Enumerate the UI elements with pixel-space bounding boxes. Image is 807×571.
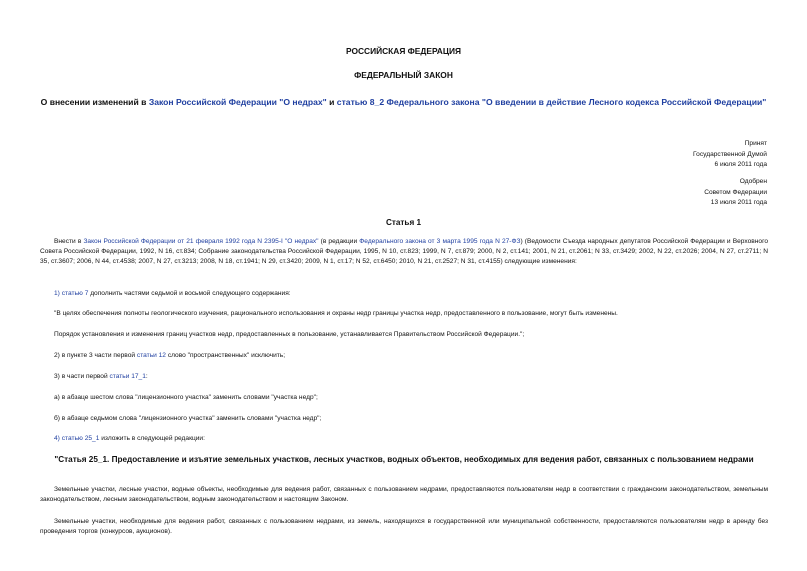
item-2-prefix: 2) в пункте 3 части первой: [54, 352, 137, 359]
quote-paragraph-2: Порядок установления и изменения границ участков недр, предоставленных в пользование, устанавливается Правительством Российской Федерации.";: [54, 331, 525, 338]
item-3b: б) в абзаце седьмом слова "лицензионного участка" заменить словами "участка недр";: [54, 415, 322, 422]
adoption-block: [693, 139, 767, 171]
article-1-heading: Статья 1: [385, 218, 422, 227]
item-1-link-article-7[interactable]: статью 7: [61, 290, 89, 297]
article-25-1-paragraph-1: Земельные участки, лесные участки, водные объекты, необходимые для ведения работ, связанных с пользованием недрами, предоставляются пользователям недр в соответствии с гражданским законодательством, земельным законодательством, лесным законодательством, водным законодательством и настоящим Законом.: [40, 486, 768, 503]
intro-prefix: Внести в: [54, 238, 84, 245]
title-mid: и: [326, 97, 337, 107]
law-title: [40, 97, 767, 108]
intro-rest: ) (Ведомости Съезда народных депутатов Российской Федерации и Верховного Совета Российской Федерации, 1992, N 16, ст.834; Собрание законодательства Российской Федерации, 1995, N 10, ст.823; 1999, N 7, ст.879; 2000, N 2, ст.141; 2001, N 21, ст.2061; N 33, ст.3429; 2002, N 22, ст.2026; 2004, N 27, ст.2711; N 35, ст.3607; 2006, N 44, ст.4538; 2007, N 27, ст.3213; 2008, N 18, ст.1941; N 29, ст.3420; 2009, N 1, ст.17; N 52, ст.6450; 2010, N 21, ст.2527; N 31, ст.4155) следующие изменения:: [40, 238, 769, 265]
item-4: [40, 434, 768, 444]
adoption-line-3: 6 июля 2011 года: [714, 161, 767, 168]
intro-link-law-1992[interactable]: Закон Российской Федерации от 21 февраля 1992 года N 2395-I "О недрах": [83, 238, 319, 245]
article-25-1-heading: "Статья 25_1. Предоставление и изъятие земельных участков, лесных участков, водных объектов, необходимых для ведения работ, связанных с пользованием недрами: [54, 455, 754, 464]
item-4-link-article-25-1[interactable]: статью 25_1: [61, 435, 100, 442]
intro-link-law-1995[interactable]: Федерального закона от 3 марта 1995 года N 27-ФЗ: [359, 238, 521, 245]
item-3: [40, 372, 768, 382]
item-3-text: :: [145, 373, 148, 380]
item-3-prefix: 3) в части первой: [54, 373, 110, 380]
item-2-text: слово "пространственных" исключить;: [165, 352, 286, 359]
title-link-law-on-subsoil[interactable]: Закон Российской Федерации "О недрах": [148, 97, 327, 107]
approval-block: [704, 177, 767, 209]
approval-line-1: Одобрен: [739, 178, 767, 185]
title-prefix: О внесении изменений в: [40, 97, 149, 107]
country-header: РОССИЙСКАЯ ФЕДЕРАЦИЯ: [345, 46, 462, 56]
intro-mid: (в редакции: [318, 238, 360, 245]
item-1-number: 1): [54, 290, 62, 297]
item-4-number: 4): [54, 435, 62, 442]
adoption-line-1: Принят: [744, 140, 767, 147]
item-3-link-article-17-1[interactable]: статьи 17_1: [109, 373, 146, 380]
item-3a: а) в абзаце шестом слова "лицензионного участка" заменить словами "участка недр";: [54, 394, 318, 401]
article-25-1-paragraph-2: Земельные участки, необходимые для ведения работ, связанных с пользованием недрами, из земель, находящихся в государственной или муниципальной собственности, предоставляются пользователям недр в аренду без проведения торгов (конкурсов, аукционов).: [40, 518, 768, 535]
doc-type-header: ФЕДЕРАЛЬНЫЙ ЗАКОН: [354, 70, 453, 80]
adoption-line-2: Государственной Думой: [693, 150, 767, 158]
article-1-intro: [40, 237, 768, 267]
item-2: [40, 351, 768, 361]
item-1: [40, 289, 768, 299]
title-link-forest-code-article[interactable]: статью 8_2 Федерального закона "О введении в действие Лесного кодекса Российской Федерации": [336, 97, 767, 107]
approval-line-3: 13 июля 2011 года: [710, 199, 767, 206]
item-4-text: изложить в следующей редакции:: [99, 435, 205, 442]
approval-line-2: Советом Федерации: [704, 188, 767, 196]
item-1-text: дополнить частями седьмой и восьмой следующего содержания:: [88, 290, 291, 297]
quote-paragraph-1: "В целях обеспечения полноты геологического изучения, рационального использования и охраны недр границы участка недр, предоставленного в пользование, могут быть изменены.: [54, 310, 618, 317]
item-2-link-article-12[interactable]: статьи 12: [136, 352, 166, 359]
